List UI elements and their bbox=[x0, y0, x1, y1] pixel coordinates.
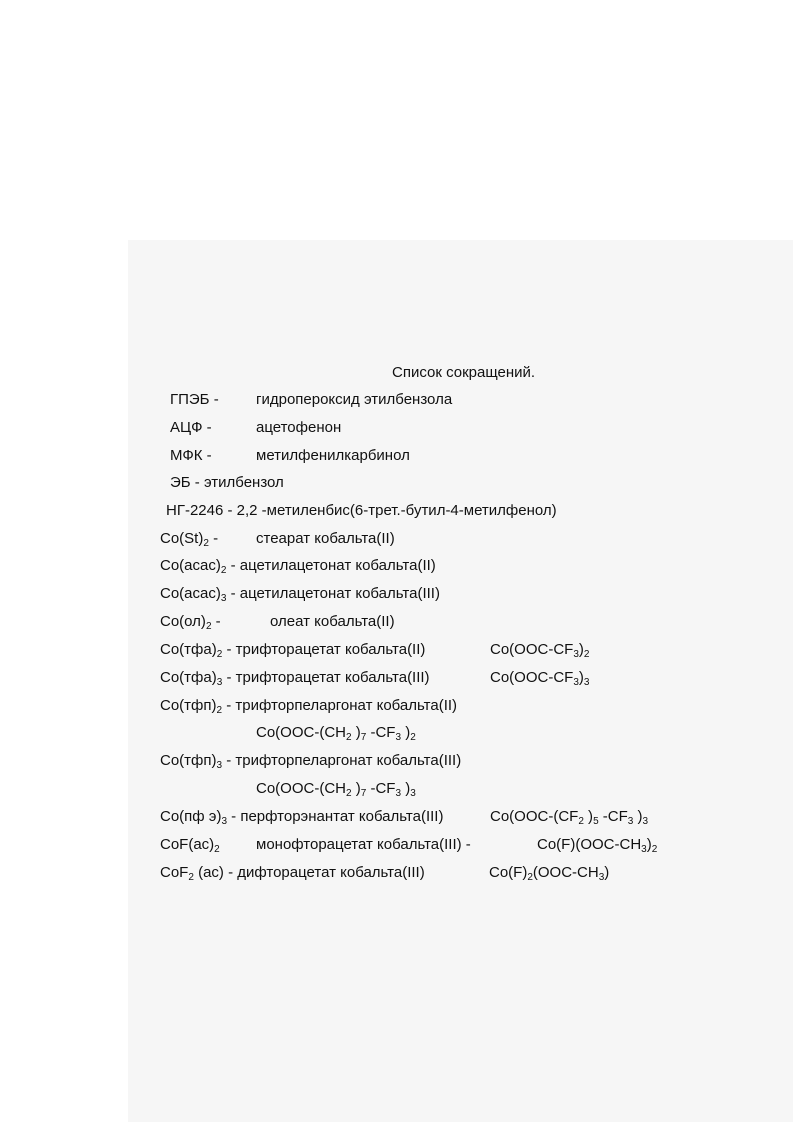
formula-co-tfa2: $Co(OOC-CF_3)_2$ bbox=[490, 641, 590, 660]
abbr-cof-ac2: $CoF(ac)_2$ bbox=[160, 836, 220, 855]
abbr-ng2246: НГ-2246 - 2,2 -метиленбис(6-трет.-бутил-4-метилфенол) bbox=[166, 502, 557, 519]
formula-co-tfp3: $Co(OOC-(CH_2$ )$_7$ $-CF_3$ )$_3$ bbox=[256, 780, 416, 799]
formula-cof-ac2: $Co(F)(OOC-CH_3)_2$ bbox=[537, 836, 658, 855]
abbr-co-tfp2: $Co(тфп)_2$ - трифторпеларгонат кобальта(II) bbox=[160, 697, 458, 716]
abbr-co-acac2: $Co(acac)_2$ - ацетилацетонат кобальта(II) bbox=[160, 557, 436, 576]
abbr-mfk: МФК - bbox=[170, 447, 212, 464]
abbr-cof2-ac: CoF$_2$ (ac) - дифторацетат кобальта(III) bbox=[160, 864, 425, 883]
abbr-acf: АЦФ - bbox=[170, 419, 212, 436]
abbr-co-acac3: $Co(acac)_3$ - ацетилацетонат кобальта(III) bbox=[160, 585, 440, 604]
formula-co-tfp2: $Co(OOC-(CH_2$ )$_7$ $-CF_3$ )$_2$ bbox=[256, 724, 416, 743]
abbr-gpeb-definition: гидропероксид этилбензола bbox=[256, 391, 453, 408]
formula-co-pfe3: $Co(OOC-(CF_2$ )$_5$ $-CF_3$ )$_3$ bbox=[490, 808, 649, 827]
page-title: Список сокращений. bbox=[392, 364, 536, 381]
abbr-co-ol2-definition: олеат кобальта(II) bbox=[270, 613, 395, 630]
abbr-eb: ЭБ - этилбензол bbox=[170, 474, 284, 491]
abbr-co-st2-definition: стеарат кобальта(II) bbox=[256, 530, 395, 547]
abbr-co-ol2: $Co(ол)_2$ - bbox=[160, 613, 221, 632]
abbr-gpeb: ГПЭБ - bbox=[170, 391, 219, 408]
abbr-co-tfa2: $Co(тфа)_2$ - трифторацетат кобальта(II) bbox=[160, 641, 426, 660]
abbr-co-pfe3: Co(пф $э)_3$ - перфторэнантат кобальта(III) bbox=[160, 808, 444, 827]
abbr-cof-ac2-definition: монофторацетат кобальта(III) - bbox=[256, 836, 471, 853]
abbr-co-tfa3: $Co(тфа)_3$ - трифторацетат кобальта(III) bbox=[160, 669, 430, 688]
abbr-co-tfp3: $Co(тфп)_3$ - трифторпеларгонат кобальта(III) bbox=[160, 752, 462, 771]
abbr-co-st2: $Co(St)_2$ - bbox=[160, 530, 219, 549]
abbr-mfk-definition: метилфенилкарбинол bbox=[256, 447, 410, 464]
formula-co-tfa3: $Co(OOC-CF_3)_3$ bbox=[490, 669, 590, 688]
abbr-acf-definition: ацетофенон bbox=[256, 419, 342, 436]
formula-cof2-ac: $Co(F)_2(OOC-CH_3)$ bbox=[489, 864, 610, 883]
